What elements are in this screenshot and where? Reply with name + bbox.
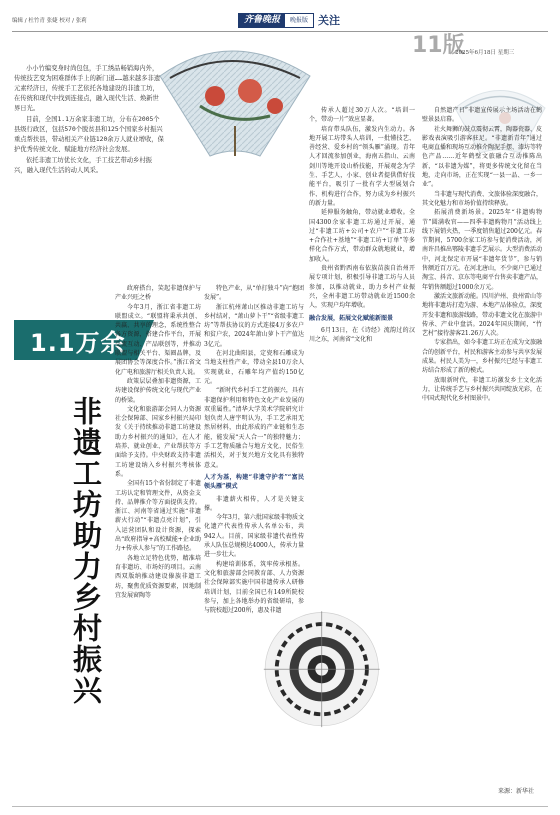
- paragraph: 社火舞狮的鼓点震彻云霄，陶器瓷器、皮影戏表演吸引游客驻足。“非遗新青年”通过电商直播和现场互动推介陶泥手摆、漆坊等特色产品……近年鹤壁文旅融合互动推陈出新，“以非遗为媒”，将更多传统文化留在当地，走向市场，正在实现“一县一品、一乡一业”。: [422, 125, 543, 189]
- header-divider: [12, 31, 548, 32]
- fan-illustration: [140, 36, 315, 166]
- paragraph: 专家指出，如今非遗工坊正在成为文旅融合的创新平台，村民和游客主动参与共享发展成果。村民人美为一，乡村振兴已经与非遗工坊结合形成了新的模式。: [422, 339, 543, 375]
- text-column-4: [422, 106, 542, 404]
- intro-block: [14, 64, 164, 177]
- paragraph: 构建培训体系，筑牢传承根基。文化和旅游部会同教育部、人力资源社会保障部实施中国非遗传承人研修培训计划，目前全国已有149所院校参与，加上各地举办的省级研培，参与院校超过200所，惠及非遗: [204, 560, 304, 615]
- paragraph: 全国有15个省份制定了非遗工坊认定和管理文件，从资金支持、品牌推介等方面提供支持。浙江、河南等省通过实施“非遗薪火行动”“非遗点亮计划”，引入运营团队和设计资源，探索出“政府指导+高校赋能+企业助力+传承人参与”的工作路径。: [115, 480, 201, 553]
- paragraph: 培育带头队伍，激发内生动力。各地开展工坊带头人培训，一批懂技艺、善经营、爱乡村的“领头雁”涌现。青年人才回流参加创业，海南五指山、云南剑川等地开设山桥技能，开展观念为学生、手艺人，小家、创业者提供借好技能平台，吸引了一批有学大型展划合作、机构进行合作，努力成为乡村振兴的新力量。: [309, 125, 415, 207]
- paragraph: 今年3月，第六批国家级非物质文化遗产代表性传承人名单公布，共942人。目前，国家级非遗代表性传承人队伍总规模达4000人，传承力量进一步壮大。: [204, 514, 304, 559]
- masthead-name: 齐鲁晚报: [239, 14, 285, 27]
- article-title: 非遗工坊助力乡村振兴: [69, 396, 103, 706]
- paragraph: 6月13日，在《诗经》流韵过的汉川之东，河南省“文化和: [309, 326, 415, 344]
- subheading: 人才为基，构建“非遗守护者”“富民领头雁”模式: [204, 473, 304, 491]
- intro-paragraph: 小小竹编变身时尚包包，手工绣品畅销海内外，传统技艺变为困难群体手上的新门道……越来越多非遗元素经济日，传统手工艺依托各地建设的非遗工坊，在传统和现代中找到连接点，融入现代生活、焕新世界日光。: [14, 65, 161, 112]
- paragraph: 今年3月，浙江省非遗工坊联盟成立。“联盟将秉承共创、共赢、共享的理念，系统性整合各方资源，搭建合作平台，开展交流互动、产品联创等，并推动联盟与相关平台、渠圈品牌，及展团协会等深度合作。”浙江省文化广电和旅游厅相关负责人说。: [115, 303, 201, 376]
- paragraph: 政府搭台，笑起非遗保护与产业兴旺之桥: [115, 285, 201, 302]
- footer-divider: [12, 806, 548, 807]
- text-column-1: [115, 284, 201, 600]
- paragraph: 当非遗与现代消费、文旅体验深度融合，其文化魅力和市场价值持续释放。: [422, 190, 543, 207]
- source-credit: 来源：新华社: [498, 788, 535, 795]
- paragraph: 传承人超过30万人次。“培训一个，带动一片”效应显著。: [309, 107, 415, 124]
- paragraph: 政策层层叠加非遗资源，工坊建设保护传统文化与现代产业的桥梁。: [115, 377, 201, 404]
- section-label: 关注: [318, 14, 340, 27]
- paragraph: 各地立足特色优势，精准培育非遗坊、市场好的项目。云南西双版纳推动建设傣族非遗工坊，聚焦优质资源要素，因地制宜发展窗陶等: [115, 554, 201, 599]
- masthead-sub: 晚报版: [285, 14, 313, 27]
- paragraph: 放眼新时代，非遗工坊激发乡土文化活力，让传统手艺与乡村振兴共同绽放光彩，在中国式现代化乡村图景中。: [422, 376, 543, 403]
- text-column-2: [204, 284, 304, 615]
- masthead: [238, 13, 314, 28]
- paragraph: 贵州省黔西南布依族苗族自治州开展专项计划，积极引导非遗工坊与人员参加，以推动就业，助力乡村产业振兴，全州非遗工坊带动就业近1500余人，实现户均年增收。: [309, 265, 415, 310]
- paragraph: 拓展消费新场景。2025年“非遗购物节”圆满收官——四季非遗购物月”活动线上线下展销火热，一季度销售超过200亿元。春节期间，5700余家工坊参与促消费活动，河南许昌推出鄂陵非遗手艺展示。大型消费活动中，河北保定市开展“非遗年货节”，参与销售额近百万元。在河北唐山，不少商户已通过淘宝、抖音、京东等电商平台售卖非遗产品，年销售额超过1000余万元。: [422, 209, 543, 291]
- paragraph: 激活文旅新动能。四川泸州、贵州雷山等地将非遗坊打造为游、本地产品体验点，深度开发非遗和旅游线路，带动非遗文化在旅游中传承、产业中盘活。2024年国庆期间，“竹艺村”接待游客21.26万人次。: [422, 292, 543, 338]
- paragraph: 在河北曲阳县，定瓷和石雕成为当地支柱性产业，带动全县10万余人实现就业，石雕年均产值约150亿元。: [204, 350, 304, 385]
- subheading: 融合发展，拓展文化赋能新图景: [309, 314, 394, 322]
- paragraph: 文化和旅游部会同人力资源社会保障部、国家乡村振兴局印发《关于持续推动非遗工坊建设助力乡村振兴的通知》，在人才培养、就业创业、产业帮扶等方面给予支持。中央财政支持非遗工坊建设纳入乡村振兴考核体系。: [115, 405, 201, 478]
- paragraph: 自然遗产日”非遗宣传展示主场活动在鹤壁景县启幕。: [422, 107, 542, 124]
- page-number: 11版: [412, 33, 465, 58]
- paragraph: 浙江杭州萧山区推动非遗工坊与乡村结对，“萧山萝卜干”“省级非遗工坊”等帮扶协议的方式连接4万多农户和贫户农，2024年萧山萝卜干产值达3亿元。: [204, 303, 304, 348]
- paragraph: 非遗薪火相传，人才是关键支撑。: [204, 495, 304, 512]
- paragraph: “新时代乡村手工艺的振兴，具有非遗保护利用和特色文化产业发展的双重属性。”清华大学美术学院研究计划负责人唐宇明认为，手工艺承用无然居材料，由此形成的产业链和生态能，能发展“天人合一”的独特魅力；手工艺物质融合与地方文化，民俗生活相关，对于复兴地方文化具有独特意义。: [204, 387, 304, 469]
- page-header: [12, 10, 548, 32]
- paragraph: 延伸服务触角，带动就业增收。全国4300余家非遗工坊通过开展，通过“非遗工坊+公司+农户”“非遗工坊+合作社+基地”“非遗工坊+订单”等多样化合作方式，带动群众就地就业，增加收入。: [309, 209, 415, 263]
- floral-pattern-illustration: [230, 608, 420, 798]
- issue-date: 2025年6月18日 星期三: [455, 50, 515, 56]
- highlight-number: 1.1万余: [30, 329, 126, 357]
- intro-paragraph: 依托非遗工坊优长文化，手工技艺带动乡村振兴，融入现代生活的动人风采。: [14, 157, 152, 174]
- paragraph: 特色产业，从“单打独斗”向“抱团发展”。: [204, 285, 304, 302]
- text-column-3: [309, 106, 415, 344]
- editor-line: 编辑 / 杜竹青 张婕 校对 / 张莉: [12, 18, 87, 24]
- intro-paragraph: 目前，全国1.1万余家非遗工坊，分布在2005个县级行政区，包括570个脱贫县和125个国家乡村振兴重点帮扶县，带动相关产业链120余万人就业增收，保护优秀传统文化、赋能地方经济社会发展。: [14, 116, 164, 153]
